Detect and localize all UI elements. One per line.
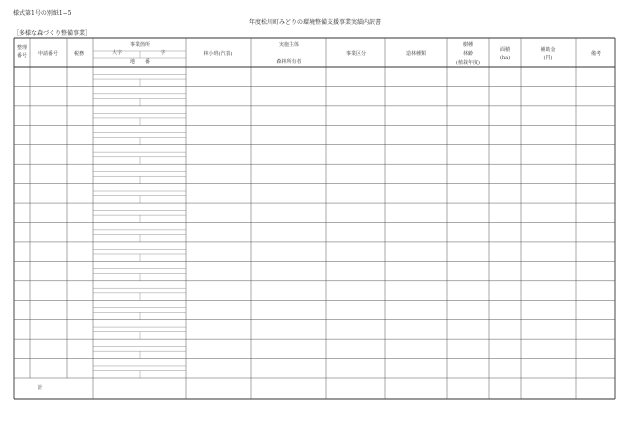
col-compartment-label: 林小班(汽表) — [203, 51, 233, 57]
col-implementer-label-2: 森林所有者 — [276, 59, 302, 65]
section-title: ［多様な森づくり整備事業］ — [13, 30, 92, 37]
col-subsidy-label-1: 補助金 — [540, 47, 556, 53]
col-forest-type-label: 造林種類 — [405, 51, 427, 57]
col-seq-no-label-2: 番号 — [16, 53, 28, 59]
col-tree-species-label-3: (植栽年度) — [456, 60, 480, 66]
col-subsidy-label-2: (円) — [543, 55, 553, 61]
col-location-label: 事業箇所 — [129, 42, 151, 48]
col-remarks-label: 備考 — [590, 51, 602, 57]
table-grid — [14, 38, 615, 399]
col-location-lot-label: 地 番 — [129, 59, 151, 65]
col-area-label-1: 面積 — [499, 47, 511, 53]
col-tree-species-label-1: 樹種 — [462, 42, 474, 48]
col-seq-no-label-1: 整理 — [16, 45, 28, 51]
col-project-category-label: 事業区分 — [345, 51, 367, 57]
col-application-no-label: 申請番号 — [37, 51, 59, 57]
col-area-label-2: (ha) — [499, 55, 511, 61]
col-implementer-label-1: 実施主体 — [278, 42, 300, 48]
col-tree-species-label-2: 林齢 — [462, 51, 474, 57]
document-title: 年度松川町みどりの環境整備支援事業実績内訳書 — [248, 19, 381, 26]
col-location-oaza-label: 大字 — [111, 50, 123, 56]
form-number: 様式第1号の別紙1−5 — [13, 10, 72, 17]
col-work-type-label: 税務 — [73, 51, 85, 57]
col-location-aza-label: 字 — [160, 50, 166, 56]
total-row-label: 計 — [37, 385, 43, 391]
